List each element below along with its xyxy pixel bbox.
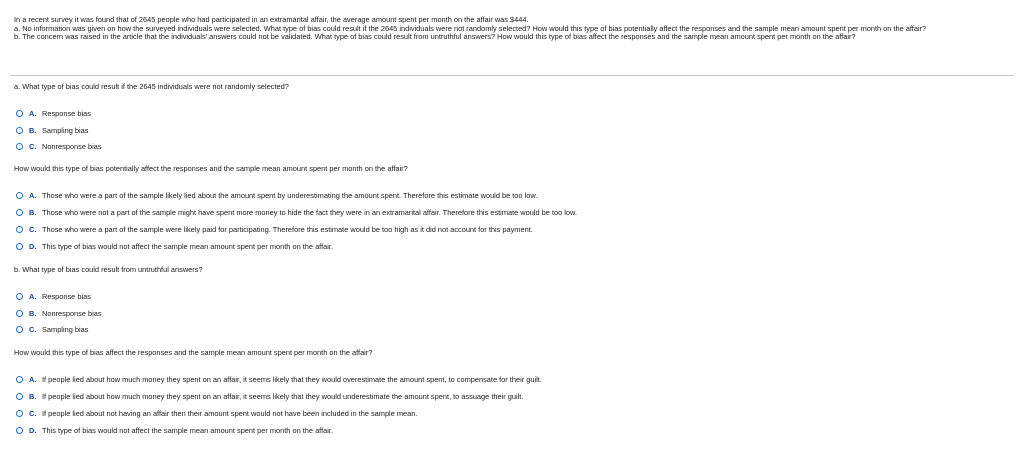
option-letter: A.: [29, 190, 37, 200]
option-b2-C[interactable]: [16, 408, 417, 418]
option-text: Response bias: [42, 291, 91, 301]
option-text: Sampling bias: [42, 125, 89, 135]
radio-button-icon[interactable]: [16, 376, 23, 383]
option-a1-A[interactable]: [16, 108, 91, 118]
intro-line-2: a. No information was given on how the surveyed individuals were selected. What type of bias could result if the 2645 individuals were not randomly selected? How would this type of bias potentially affect the responses and the sample mean amount spent per month on the affair?: [14, 23, 927, 33]
radio-button-icon[interactable]: [16, 192, 23, 199]
option-b2-A[interactable]: [16, 374, 542, 384]
question-b-bias-type: b. What type of bias could result from untruthful answers?: [14, 265, 203, 274]
option-letter: B.: [29, 391, 37, 401]
radio-button-icon[interactable]: [16, 310, 23, 317]
option-text: If people lied about not having an affair then their amount spent would not have been included in the sample mean.: [42, 408, 418, 418]
option-text: Nonresponse bias: [42, 308, 102, 318]
option-a2-A[interactable]: [16, 190, 537, 200]
option-b1-A[interactable]: [16, 291, 91, 301]
option-letter: C.: [29, 324, 37, 334]
option-text: Response bias: [42, 108, 91, 118]
option-b1-C[interactable]: [16, 324, 88, 334]
intro-line-1: In a recent survey it was found that of 2645 people who had participated in an extramarital affair, the average amount spent per month on the affair was $444.: [14, 15, 529, 24]
option-text: If people lied about how much money they spent on an affair, it seems likely that they would underestimate the amount spent, to assuage their guilt.: [42, 391, 524, 401]
option-a2-D[interactable]: [16, 241, 333, 251]
radio-button-icon[interactable]: [16, 127, 23, 134]
option-a2-C[interactable]: [16, 224, 533, 234]
option-b2-B[interactable]: [16, 391, 523, 401]
radio-button-icon[interactable]: [16, 410, 23, 417]
option-b1-B[interactable]: [16, 308, 102, 318]
question-a-bias-type: a. What type of bias could result if the 2645 individuals were not randomly selected?: [14, 82, 289, 91]
option-a1-B[interactable]: [16, 125, 88, 135]
intro-line-3: b. The concern was raised in the article that the individuals' answers could not be validated. What type of bias could result from untruthful answers? How would this type of bias affect the responses and the sample mean amount spent per month on the affair?: [14, 32, 856, 42]
option-a1-C[interactable]: [16, 141, 102, 151]
option-text: This type of bias would not affect the sample mean amount spent per month on the affair.: [42, 425, 334, 435]
option-letter: B.: [29, 125, 37, 135]
question-a-effect: How would this type of bias potentially affect the responses and the sample mean amount spent per month on the affair?: [14, 164, 408, 173]
option-text: Those who were a part of the sample likely lied about the amount spent by underestimating the amount spent. Therefore this estimate would be too low.: [42, 190, 538, 200]
option-letter: C.: [29, 408, 37, 418]
option-letter: C.: [29, 141, 37, 151]
radio-button-icon[interactable]: [16, 326, 23, 333]
option-letter: D.: [29, 241, 37, 251]
option-letter: A.: [29, 374, 37, 384]
option-b2-D[interactable]: [16, 425, 333, 435]
radio-button-icon[interactable]: [16, 209, 23, 216]
option-letter: B.: [29, 308, 37, 318]
option-letter: C.: [29, 224, 37, 234]
radio-button-icon[interactable]: [16, 293, 23, 300]
option-text: If people lied about how much money they spent on an affair, it seems likely that they would overestimate the amount spent, to compensate for their guilt.: [42, 374, 542, 384]
question-b-effect: How would this type of bias affect the responses and the sample mean amount spent per month on the affair?: [14, 348, 373, 357]
radio-button-icon[interactable]: [16, 393, 23, 400]
radio-button-icon[interactable]: [16, 427, 23, 434]
option-text: Those who were not a part of the sample might have spent more money to hide the fact they were in an extramarital affair. Therefore this estimate would be too low.: [42, 207, 578, 217]
option-letter: D.: [29, 425, 37, 435]
option-letter: B.: [29, 207, 37, 217]
option-text: Nonresponse bias: [42, 141, 102, 151]
option-letter: A.: [29, 108, 37, 118]
option-text: Sampling bias: [42, 324, 89, 334]
radio-button-icon[interactable]: [16, 110, 23, 117]
option-text: Those who were a part of the sample were likely paid for participating. Therefore this estimate would be too high as it did not account for this payment.: [42, 224, 533, 234]
radio-button-icon[interactable]: [16, 226, 23, 233]
radio-button-icon[interactable]: [16, 143, 23, 150]
option-a2-B[interactable]: [16, 207, 577, 217]
option-text: This type of bias would not affect the sample mean amount spent per month on the affair.: [42, 241, 334, 251]
divider: [10, 75, 1014, 76]
option-letter: A.: [29, 291, 37, 301]
problem-statement: [14, 16, 1014, 42]
radio-button-icon[interactable]: [16, 243, 23, 250]
